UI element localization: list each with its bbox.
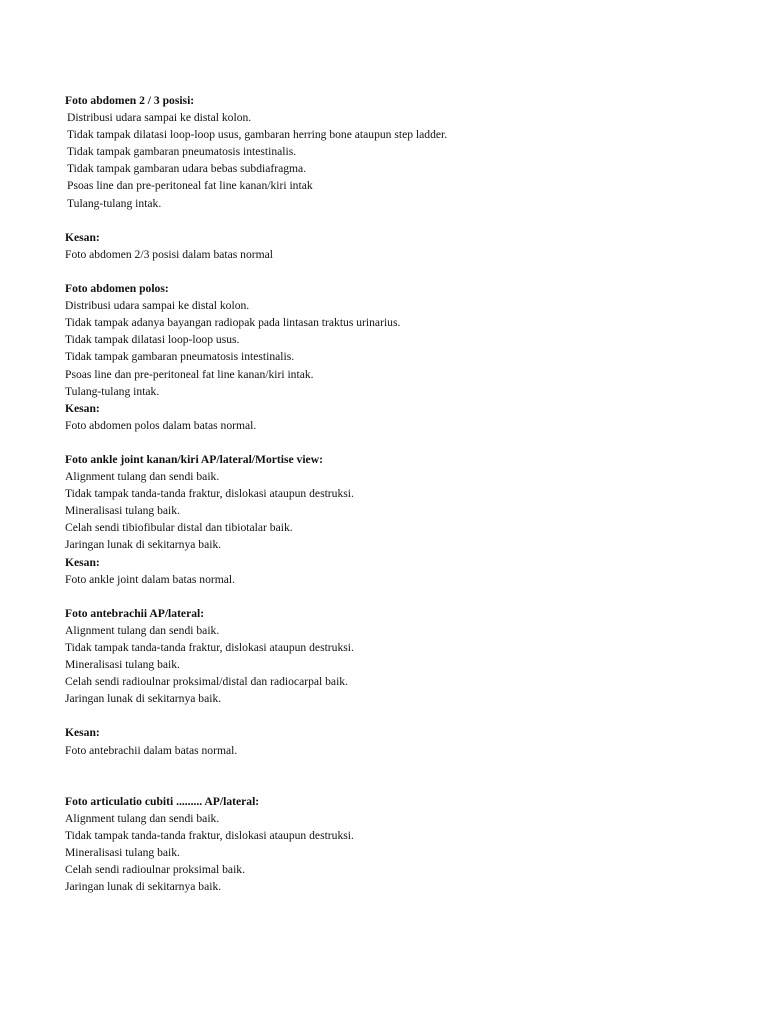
finding-line: Tidak tampak adanya bayangan radiopak pada lintasan traktus urinarius.	[65, 316, 401, 330]
finding-line: Jaringan lunak di sekitarnya baik.	[65, 538, 222, 552]
document-body	[65, 92, 725, 895]
finding-line: Tidak tampak gambaran pneumatosis intestinalis.	[65, 350, 295, 364]
finding-line: Tidak tampak dilatasi loop-loop usus, gambaran herring bone ataupun step ladder.	[67, 128, 448, 142]
finding-line: Psoas line dan pre-peritoneal fat line kanan/kiri intak	[67, 179, 313, 193]
kesan-label: Kesan:	[65, 401, 100, 415]
finding-line: Celah sendi radioulnar proksimal baik.	[65, 863, 245, 877]
spacer	[65, 588, 725, 605]
spacer	[65, 759, 725, 793]
finding-line: Mineralisasi tulang baik.	[65, 504, 180, 518]
finding-line: Tidak tampak gambaran udara bebas subdiafragma.	[67, 162, 307, 176]
finding-line: Tidak tampak gambaran pneumatosis intestinalis.	[67, 145, 297, 159]
finding-line: Mineralisasi tulang baik.	[65, 658, 180, 672]
spacer	[65, 707, 725, 724]
section-title: Foto abdomen polos:	[65, 282, 169, 296]
finding-line: Tulang-tulang intak.	[65, 384, 160, 398]
finding-line: Psoas line dan pre-peritoneal fat line kanan/kiri intak.	[65, 367, 314, 381]
finding-line: Celah sendi tibiofibular distal dan tibiotalar baik.	[65, 521, 293, 535]
section-title: Foto ankle joint kanan/kiri AP/lateral/Mortise view:	[65, 452, 323, 466]
finding-line: Alignment tulang dan sendi baik.	[65, 623, 220, 637]
spacer	[65, 212, 725, 229]
kesan-label: Kesan:	[65, 230, 100, 244]
finding-line: Tidak tampak tanda-tanda fraktur, dislokasi ataupun destruksi.	[65, 487, 354, 501]
section-title: Foto abdomen 2 / 3 posisi:	[65, 94, 195, 107]
finding-line: Alignment tulang dan sendi baik.	[65, 811, 220, 825]
finding-line: Distribusi udara sampai ke distal kolon.	[67, 111, 252, 125]
finding-line: Alignment tulang dan sendi baik.	[65, 470, 220, 484]
kesan-label: Kesan:	[65, 726, 100, 740]
finding-line: Distribusi udara sampai ke distal kolon.	[65, 299, 250, 313]
kesan-text: Foto ankle joint dalam batas normal.	[65, 572, 236, 586]
finding-line: Tidak tampak dilatasi loop-loop usus.	[65, 333, 240, 347]
finding-line: Jaringan lunak di sekitarnya baik.	[65, 692, 222, 706]
kesan-text: Foto abdomen polos dalam batas normal.	[65, 418, 257, 432]
finding-line: Jaringan lunak di sekitarnya baik.	[65, 880, 222, 894]
finding-line: Tidak tampak tanda-tanda fraktur, dislokasi ataupun destruksi.	[65, 829, 354, 843]
finding-line: Tulang-tulang intak.	[67, 196, 162, 210]
kesan-text: Foto abdomen 2/3 posisi dalam batas normal	[65, 247, 274, 261]
finding-line: Mineralisasi tulang baik.	[65, 846, 180, 860]
kesan-text: Foto antebrachii dalam batas normal.	[65, 743, 238, 757]
finding-line: Celah sendi radioulnar proksimal/distal dan radiocarpal baik.	[65, 675, 348, 689]
section-title: Foto articulatio cubiti ......... AP/lateral:	[65, 794, 260, 808]
spacer	[65, 263, 725, 280]
kesan-label: Kesan:	[65, 555, 100, 569]
section-title: Foto antebrachii AP/lateral:	[65, 606, 205, 620]
spacer	[65, 434, 725, 451]
finding-line: Tidak tampak tanda-tanda fraktur, dislokasi ataupun destruksi.	[65, 641, 354, 654]
